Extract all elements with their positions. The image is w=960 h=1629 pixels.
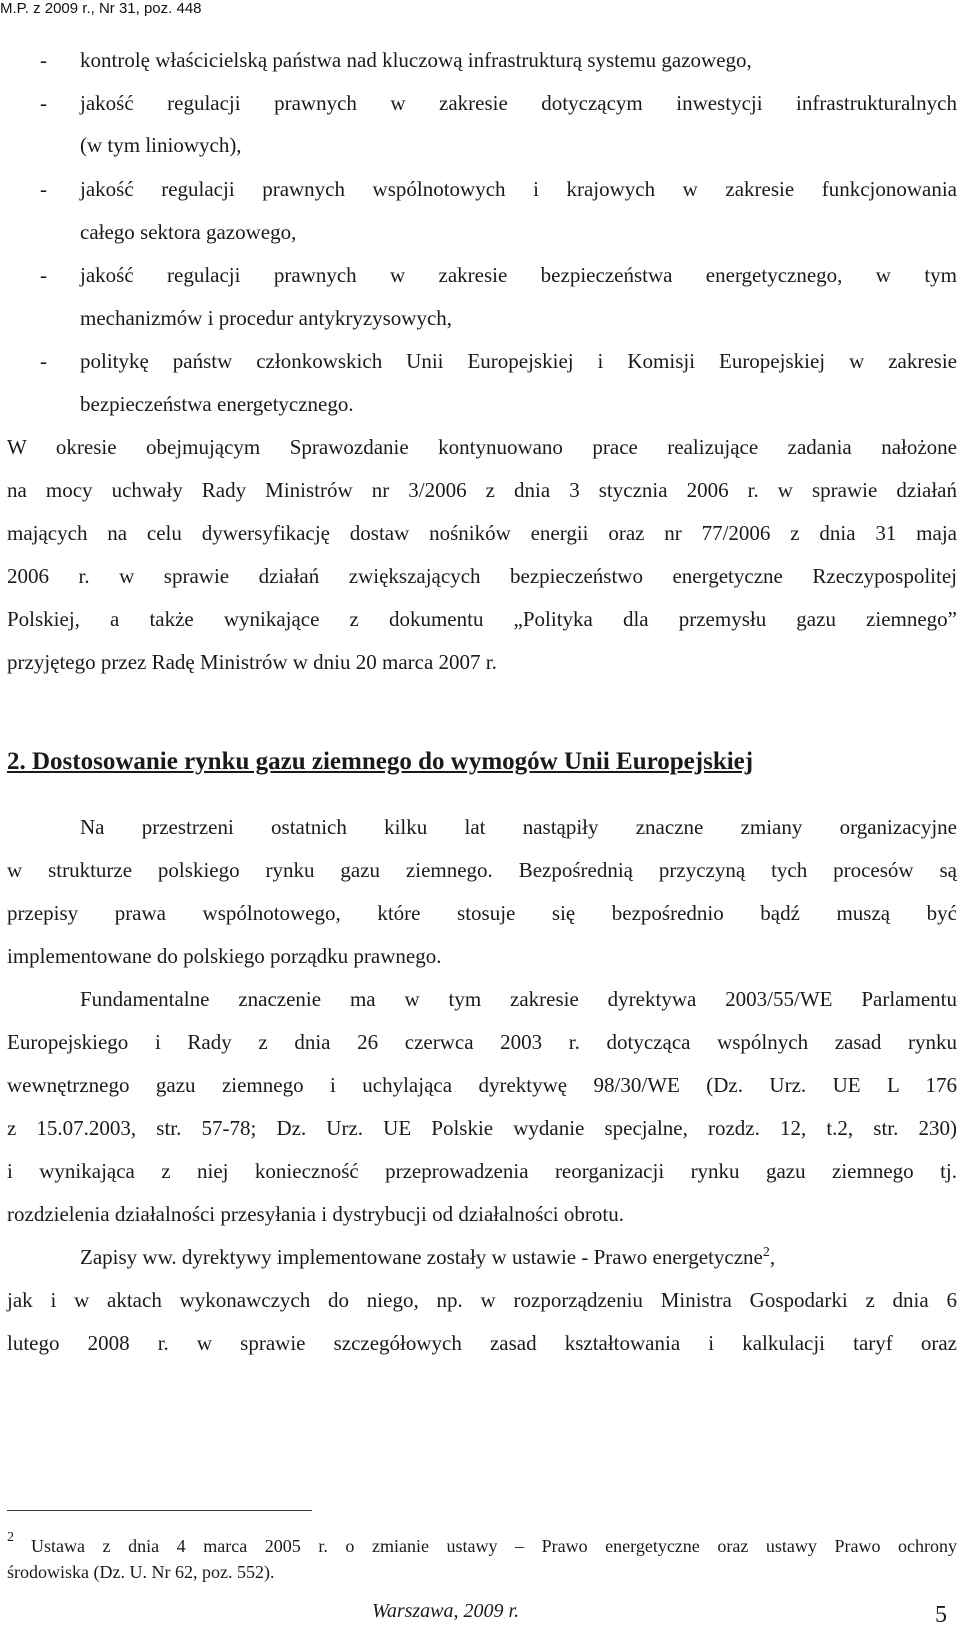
bullet-dash: - bbox=[40, 263, 47, 287]
paragraph-line: implementowane do polskiego porządku prawnego. bbox=[7, 944, 442, 968]
footnote-line: środowiska (Dz. U. Nr 62, poz. 552). bbox=[7, 1562, 275, 1582]
paragraph-line: mających na celu dywersyfikację dostaw nośników energii oraz nr 77/2006 z dnia 31 maja bbox=[7, 521, 957, 545]
document-header: M.P. z 2009 r., Nr 31, poz. 448 bbox=[0, 0, 202, 17]
paragraph-text: , bbox=[769, 1245, 776, 1269]
footnote-separator bbox=[7, 1510, 312, 1511]
paragraph-text: Zapisy ww. dyrektywy implementowane zostały w ustawie - Prawo energetyczne bbox=[80, 1245, 763, 1269]
bullet-text: jakość regulacji prawnych w zakresie dotyczącym inwestycji infrastrukturalnych bbox=[80, 91, 957, 115]
paragraph-line: w strukturze polskiego rynku gazu ziemnego. Bezpośrednią przyczyną tych procesów są bbox=[7, 858, 957, 882]
paragraph-line: Europejskiego i Rady z dnia 26 czerwca 2003 r. dotycząca wspólnych zasad rynku bbox=[7, 1030, 957, 1054]
paragraph-line: Na przestrzeni ostatnich kilku lat nastąpiły znaczne zmiany organizacyjne bbox=[80, 815, 957, 839]
bullet-text: całego sektora gazowego, bbox=[80, 220, 297, 244]
paragraph-line: przepisy prawa wspólnotowego, które stosuje się bezpośrednio bądź muszą być bbox=[7, 901, 957, 925]
bullet-dash: - bbox=[40, 349, 47, 373]
bullet-text: jakość regulacji prawnych w zakresie bezpieczeństwa energetycznego, w tym bbox=[80, 263, 957, 287]
paragraph-line: i wynikająca z niej konieczność przeprowadzenia reorganizacji rynku gazu ziemnego tj. bbox=[7, 1159, 957, 1183]
footnote-reference[interactable]: 2 bbox=[762, 1245, 770, 1260]
paragraph-line: wewnętrznego gazu ziemnego i uchylająca dyrektywę 98/30/WE (Dz. Urz. UE L 176 bbox=[7, 1073, 957, 1097]
bullet-dash: - bbox=[40, 48, 47, 72]
paragraph-line: 2006 r. w sprawie działań zwiększających bezpieczeństwo energetyczne Rzeczypospolitej bbox=[7, 564, 957, 588]
paragraph-line: lutego 2008 r. w sprawie szczegółowych zasad kształtowania i kalkulacji taryf oraz bbox=[7, 1331, 957, 1355]
bullet-text: jakość regulacji prawnych wspólnotowych i krajowych w zakresie funkcjonowania bbox=[80, 177, 957, 201]
paragraph-line: przyjętego przez Radę Ministrów w dniu 20 marca 2007 r. bbox=[7, 650, 497, 674]
bullet-text: politykę państw członkowskich Unii Europejskiej i Komisji Europejskiej w zakresie bbox=[80, 349, 957, 373]
page-number: 5 bbox=[935, 1602, 947, 1628]
bullet-text: (w tym liniowych), bbox=[80, 133, 242, 157]
paragraph-line: z 15.07.2003, str. 57-78; Dz. Urz. UE Polskie wydanie specjalne, rozdz. 12, t.2, str. 230) bbox=[7, 1116, 957, 1140]
bullet-text: mechanizmów i procedur antykryzysowych, bbox=[80, 306, 453, 330]
paragraph-line: rozdzielenia działalności przesyłania i dystrybucji od działalności obrotu. bbox=[7, 1202, 624, 1226]
footer-place-date: Warszawa, 2009 r. bbox=[372, 1600, 520, 1622]
paragraph-line: Polskiej, a także wynikające z dokumentu „Polityka dla przemysłu gazu ziemnego” bbox=[7, 607, 957, 631]
paragraph-line: jak i w aktach wykonawczych do niego, np. w rozporządzeniu Ministra Gospodarki z dnia 6 bbox=[7, 1288, 957, 1312]
paragraph-line: Fundamentalne znaczenie ma w tym zakresie dyrektywa 2003/55/WE Parlamentu bbox=[80, 987, 957, 1011]
section-heading: 2. Dostosowanie rynku gazu ziemnego do wymogów Unii Europejskiej bbox=[7, 748, 754, 775]
paragraph-line bbox=[80, 1245, 775, 1270]
paragraph-line: na mocy uchwały Rady Ministrów nr 3/2006 z dnia 3 stycznia 2006 r. w sprawie działań bbox=[7, 478, 957, 502]
bullet-dash: - bbox=[40, 177, 47, 201]
footnote-mark: 2 bbox=[7, 1530, 14, 1545]
footnote-line: Ustawa z dnia 4 marca 2005 r. o zmianie ustawy – Prawo energetyczne oraz ustawy Prawo ochrony bbox=[31, 1536, 957, 1556]
bullet-text: kontrolę właścicielską państwa nad kluczową infrastrukturą systemu gazowego, bbox=[80, 48, 752, 72]
bullet-dash: - bbox=[40, 91, 47, 115]
bullet-text: bezpieczeństwa energetycznego. bbox=[80, 392, 354, 416]
paragraph-line: W okresie obejmującym Sprawozdanie kontynuowano prace realizujące zadania nałożone bbox=[7, 435, 957, 459]
